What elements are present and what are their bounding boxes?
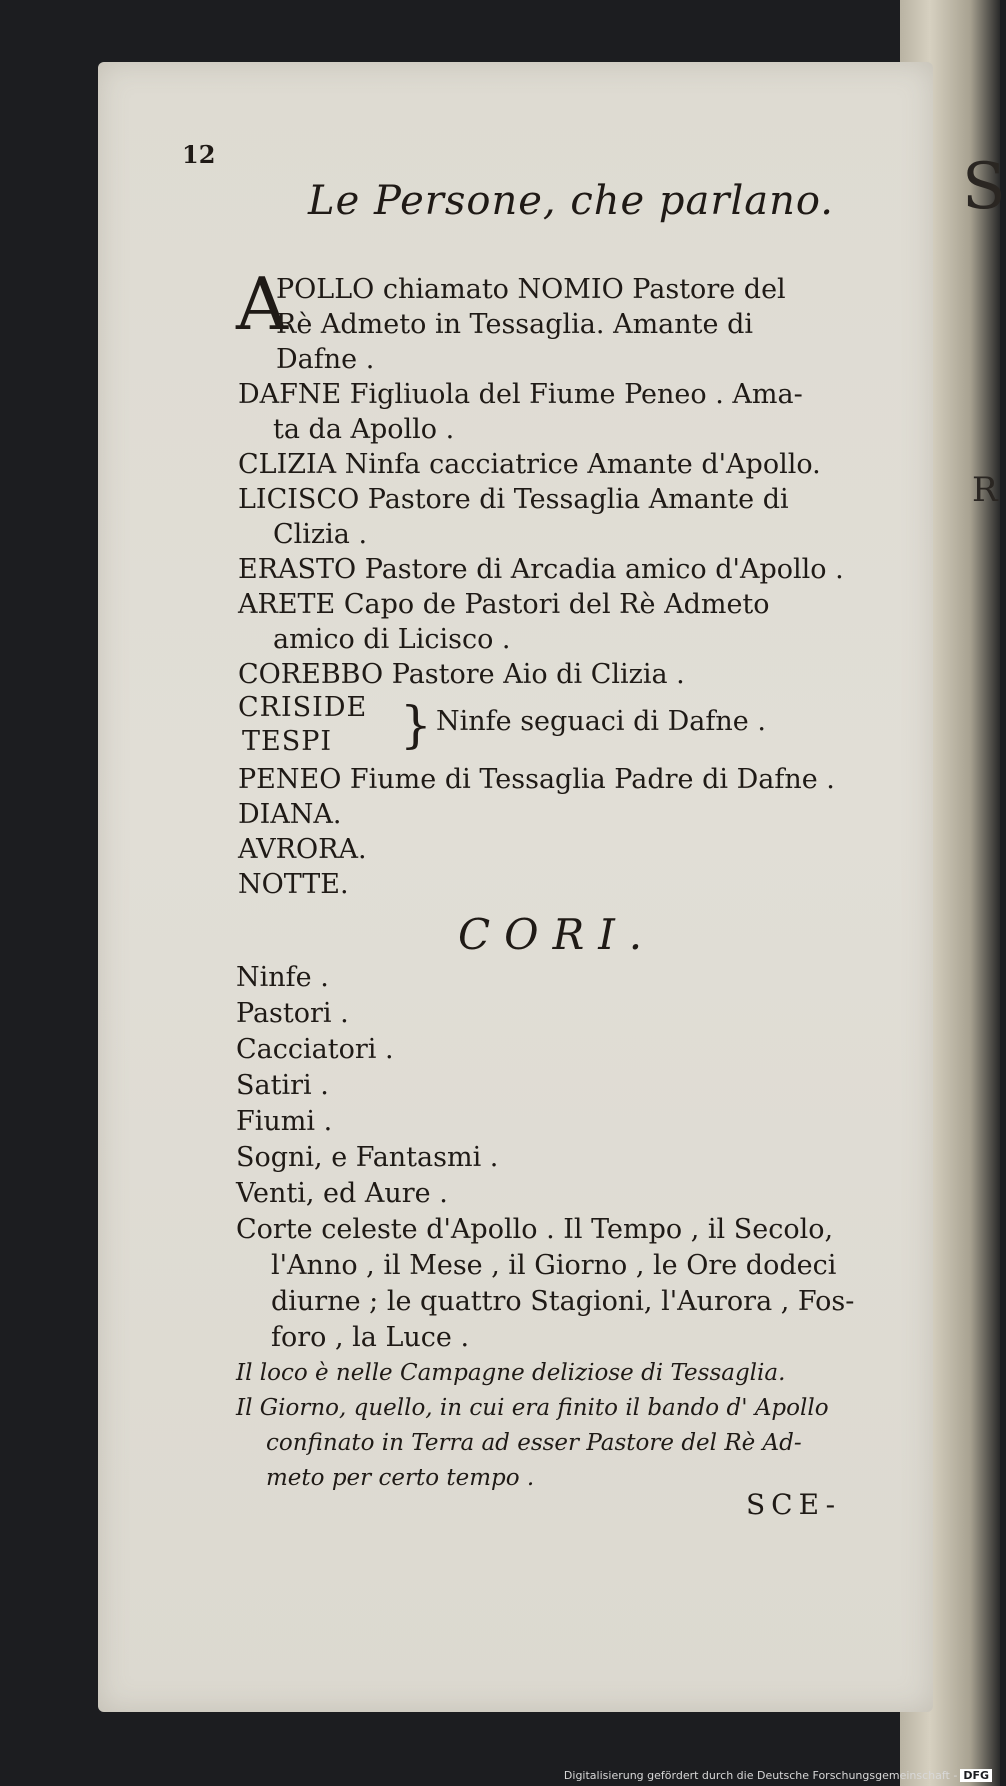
entry-line: Dafne . <box>276 344 375 375</box>
entry-line: diurne ; le quattro Stagioni, l'Aurora , Fos- <box>271 1286 855 1317</box>
brace-bracket: } <box>400 696 432 754</box>
dramatis-personae <box>236 262 898 902</box>
chorus-item: Venti, ed Aure . <box>236 1178 448 1209</box>
time-note-line: confinato in Terra ad esser Pastore del Rè Ad- <box>266 1430 802 1456</box>
character-entry-erasto <box>238 552 898 587</box>
character-entry-nymph-group <box>238 692 898 762</box>
character-entry-clizia <box>238 447 898 482</box>
character-entry-corebbo <box>238 657 898 692</box>
chorus-list <box>236 960 896 1356</box>
catchword: SCE- <box>746 1488 842 1521</box>
chorus-item: Cacciatori . <box>236 1034 394 1065</box>
entry-line: LICISCO Pastore di Tessaglia Amante di <box>238 484 789 515</box>
entry-line: AVRORA. <box>238 834 367 865</box>
entry-line: COREBBO Pastore Aio di Clizia . <box>238 659 685 690</box>
character-entry-notte <box>238 867 898 902</box>
digitization-credit <box>564 1769 992 1782</box>
character-entry-aurora <box>238 832 898 867</box>
time-note-line: meto per certo tempo . <box>266 1465 535 1491</box>
chorus-item: Sogni, e Fantasmi . <box>236 1142 499 1173</box>
chorus-item-corte <box>236 1212 896 1356</box>
chorus-item: Pastori . <box>236 998 349 1029</box>
page-number: 12 <box>182 140 216 169</box>
entry-line: NOTTE. <box>238 869 349 900</box>
credit-text: Digitalisierung gefördert durch die Deutsche Forschungsgemeinschaft - <box>563 1769 958 1782</box>
character-entry-licisco <box>238 482 898 552</box>
entry-line: PENEO Fiume di Tessaglia Padre di Dafne . <box>238 764 835 795</box>
entry-line: DAFNE Figliuola del Fiume Peneo . Ama- <box>238 379 803 410</box>
chorus-item: Ninfe . <box>236 962 329 993</box>
entry-line: ta da Apollo . <box>273 414 455 445</box>
character-entry-arete <box>238 587 898 657</box>
adjacent-page-letter: R <box>972 470 998 510</box>
group-description: Ninfe seguaci di Dafne . <box>436 706 766 737</box>
chorus-item: Fiumi . <box>236 1106 333 1137</box>
entry-line: POLLO chiamato NOMIO Pastore del <box>276 274 786 305</box>
entry-line: l'Anno , il Mese , il Giorno , le Ore dodeci <box>271 1250 837 1281</box>
cori-heading: CORI. <box>458 910 657 959</box>
entry-line: DIANA. <box>238 799 342 830</box>
running-title: Le Persone, che parlano. <box>308 178 834 224</box>
entry-line: CLIZIA Ninfa cacciatrice Amante d'Apollo. <box>238 449 821 480</box>
drop-cap: A <box>236 262 288 346</box>
character-name-criside: CRISIDE <box>238 692 368 723</box>
character-name-tespi: TESPI <box>242 726 333 757</box>
chorus-item: Satiri . <box>236 1070 329 1101</box>
entry-line: Corte celeste d'Apollo . Il Tempo , il Secolo, <box>236 1214 834 1245</box>
setting-note: Il loco è nelle Campagne deliziose di Tessaglia. <box>236 1360 786 1386</box>
entry-line: amico di Licisco . <box>273 624 511 655</box>
character-entry-dafne <box>238 377 898 447</box>
adjacent-page-letter: S <box>962 150 1006 224</box>
character-entry-diana <box>238 797 898 832</box>
entry-line: Clizia . <box>273 519 368 550</box>
entry-line: foro , la Luce . <box>271 1322 470 1353</box>
dfg-logo: DFG <box>960 1769 992 1782</box>
character-entry-apollo <box>236 262 898 377</box>
entry-line: ARETE Capo de Pastori del Rè Admeto <box>238 589 770 620</box>
entry-line: Rè Admeto in Tessaglia. Amante di <box>276 309 753 340</box>
stage-notes <box>236 1356 896 1496</box>
character-entry-peneo <box>238 762 898 797</box>
time-note: Il Giorno, quello, in cui era finito il bando d' Apollo <box>236 1395 829 1421</box>
entry-line: ERASTO Pastore di Arcadia amico d'Apollo . <box>238 554 844 585</box>
